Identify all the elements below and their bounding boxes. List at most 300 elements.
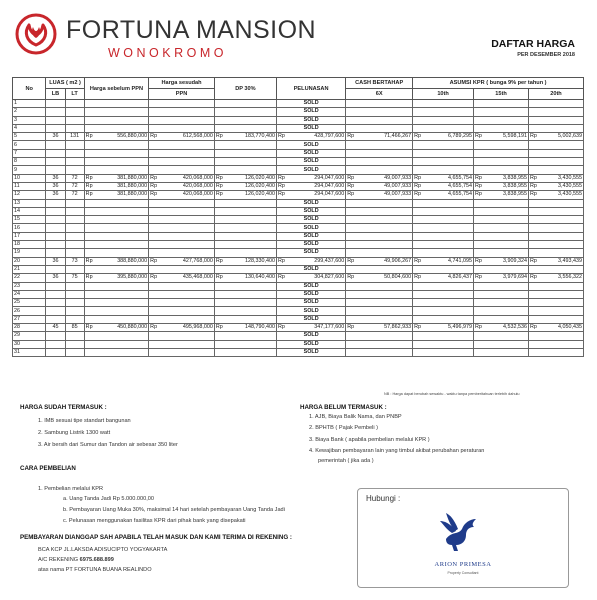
cell-after xyxy=(149,241,215,249)
payment-bank: BCA KCP JL.LAKSDA ADISUCIPTO YOGYAKARTA xyxy=(38,547,168,553)
table-row xyxy=(13,332,584,340)
payment-title: PEMBAYARAN DIANGGAP SAH APABILA TELAH MASUK DAN KAMI TERIMA DI REKENING : xyxy=(20,534,292,541)
currency-label: Rp xyxy=(474,191,486,199)
currency-label: Rp xyxy=(413,257,425,265)
sold-status: SOLD xyxy=(276,116,345,124)
cell-10th xyxy=(413,340,474,348)
currency-label: Rp xyxy=(474,182,486,190)
cell-cash xyxy=(346,158,413,166)
cell-20th xyxy=(528,224,583,232)
currency-label: Rp xyxy=(413,324,425,332)
row-no: 20 xyxy=(13,257,46,265)
cell-pelunasan: 299,437,600 xyxy=(288,257,345,265)
table-row xyxy=(13,290,584,298)
header-ppn: PPN xyxy=(149,89,215,100)
cell-lb xyxy=(46,249,65,257)
currency-label: Rp xyxy=(474,174,486,182)
cell-dp xyxy=(214,307,276,315)
sold-status: SOLD xyxy=(276,348,345,356)
cell-lb xyxy=(46,348,65,356)
row-no: 10 xyxy=(13,174,46,182)
table-row xyxy=(13,124,584,132)
cell-20th xyxy=(528,282,583,290)
cell-before xyxy=(84,340,149,348)
excluded-item: 1. AJB, Biaya Balik Nama, dan PNBP xyxy=(309,414,402,420)
table-row xyxy=(13,241,584,249)
cell-dp: 130,640,400 xyxy=(226,274,276,282)
currency-label: Rp xyxy=(214,191,226,199)
cell-15th xyxy=(474,307,529,315)
row-no: 27 xyxy=(13,315,46,323)
sold-status: SOLD xyxy=(276,307,345,315)
currency-label: Rp xyxy=(276,324,288,332)
cell-before xyxy=(84,249,149,257)
cell-after xyxy=(149,332,215,340)
cell-lt xyxy=(65,241,84,249)
currency-label: Rp xyxy=(276,274,288,282)
cell-lt xyxy=(65,290,84,298)
cell-10th xyxy=(413,249,474,257)
cell-20th xyxy=(528,299,583,307)
cell-lt xyxy=(65,232,84,240)
contact-label: Hubungi : xyxy=(366,494,401,503)
currency-label: Rp xyxy=(149,191,161,199)
cell-15th xyxy=(474,199,529,207)
sold-status: SOLD xyxy=(276,199,345,207)
sold-status: SOLD xyxy=(276,141,345,149)
cell-dp: 126,020,400 xyxy=(226,191,276,199)
cell-cash: 49,906,267 xyxy=(358,257,413,265)
cell-before xyxy=(84,299,149,307)
cell-10th: 6,789,295 xyxy=(425,133,474,141)
cell-after: 427,768,000 xyxy=(161,257,215,265)
cell-before xyxy=(84,149,149,157)
table-row xyxy=(13,174,584,182)
table-row xyxy=(13,100,584,108)
row-no: 3 xyxy=(13,116,46,124)
cell-before xyxy=(84,100,149,108)
cell-20th xyxy=(528,108,583,116)
sold-status: SOLD xyxy=(276,100,345,108)
currency-label: Rp xyxy=(276,133,288,141)
header-6x: 6X xyxy=(346,89,413,100)
cell-before xyxy=(84,348,149,356)
cell-15th xyxy=(474,100,529,108)
cell-before: 381,880,000 xyxy=(96,174,149,182)
cell-after xyxy=(149,207,215,215)
cell-lb xyxy=(46,199,65,207)
cell-lt xyxy=(65,282,84,290)
cell-lt: 75 xyxy=(65,274,84,282)
row-no: 2 xyxy=(13,108,46,116)
cell-lt xyxy=(65,249,84,257)
header-15th: 15th xyxy=(474,89,529,100)
cell-lb xyxy=(46,340,65,348)
cell-20th xyxy=(528,216,583,224)
currency-label: Rp xyxy=(346,274,358,282)
cell-15th xyxy=(474,290,529,298)
currency-label: Rp xyxy=(84,257,96,265)
table-row xyxy=(13,108,584,116)
cell-20th xyxy=(528,141,583,149)
cell-10th xyxy=(413,158,474,166)
cell-before xyxy=(84,290,149,298)
table-row xyxy=(13,149,584,157)
cell-10th: 4,655,754 xyxy=(425,182,474,190)
cell-before xyxy=(84,216,149,224)
cell-lb: 36 xyxy=(46,174,65,182)
cell-lb: 36 xyxy=(46,182,65,190)
table-row xyxy=(13,249,584,257)
cell-cash xyxy=(346,348,413,356)
cell-dp xyxy=(214,249,276,257)
currency-label: Rp xyxy=(149,182,161,190)
row-no: 21 xyxy=(13,265,46,273)
currency-label: Rp xyxy=(276,174,288,182)
cell-lt xyxy=(65,116,84,124)
cell-10th xyxy=(413,141,474,149)
cell-dp xyxy=(214,299,276,307)
currency-label: Rp xyxy=(276,257,288,265)
excluded-item: 3. Biaya Bank ( apabila pembelian melalui KPR ) xyxy=(309,437,430,443)
cell-dp xyxy=(214,100,276,108)
cell-after xyxy=(149,100,215,108)
currency-label: Rp xyxy=(149,274,161,282)
currency-label: Rp xyxy=(84,133,96,141)
table-row xyxy=(13,324,584,332)
price-table-body xyxy=(13,100,584,357)
cell-lt xyxy=(65,224,84,232)
excluded-item: 2. BPHTB ( Pajak Pembeli ) xyxy=(309,425,379,431)
sold-status: SOLD xyxy=(276,124,345,132)
header-luas: LUAS ( m2 ) xyxy=(46,78,84,89)
price-change-note: NB : Harga dapat berubah sewaktu - waktu tanpa pemberitahuan terlebih dahulu xyxy=(384,392,520,396)
cell-dp xyxy=(214,216,276,224)
cell-after xyxy=(149,149,215,157)
row-no: 30 xyxy=(13,340,46,348)
cell-20th xyxy=(528,207,583,215)
currency-label: Rp xyxy=(346,182,358,190)
row-no: 4 xyxy=(13,124,46,132)
cell-20th: 3,430,555 xyxy=(540,174,583,182)
cell-10th xyxy=(413,332,474,340)
currency-label: Rp xyxy=(84,182,96,190)
cell-20th: 3,430,555 xyxy=(540,191,583,199)
sold-status: SOLD xyxy=(276,332,345,340)
cell-20th xyxy=(528,348,583,356)
sold-status: SOLD xyxy=(276,315,345,323)
header-20th: 20th xyxy=(528,89,583,100)
sold-status: SOLD xyxy=(276,241,345,249)
fortuna-logo-icon xyxy=(14,12,58,56)
table-row xyxy=(13,282,584,290)
table-row xyxy=(13,133,584,141)
currency-label: Rp xyxy=(276,182,288,190)
currency-label: Rp xyxy=(474,257,486,265)
currency-label: Rp xyxy=(413,191,425,199)
currency-label: Rp xyxy=(346,324,358,332)
currency-label: Rp xyxy=(413,182,425,190)
cell-10th xyxy=(413,282,474,290)
header-lt: LT xyxy=(65,89,84,100)
cell-15th: 3,838,955 xyxy=(485,182,528,190)
cell-dp xyxy=(214,282,276,290)
cell-15th: 4,532,536 xyxy=(485,324,528,332)
cell-10th xyxy=(413,100,474,108)
cell-after xyxy=(149,166,215,174)
excluded-title: HARGA BELUM TERMASUK : xyxy=(300,404,387,411)
currency-label: Rp xyxy=(346,174,358,182)
cell-10th xyxy=(413,124,474,132)
currency-label: Rp xyxy=(84,174,96,182)
currency-label: Rp xyxy=(214,133,226,141)
cell-lt xyxy=(65,207,84,215)
cell-lt xyxy=(65,315,84,323)
currency-label: Rp xyxy=(214,182,226,190)
cell-after xyxy=(149,141,215,149)
row-no: 8 xyxy=(13,158,46,166)
table-row xyxy=(13,265,584,273)
cell-cash xyxy=(346,307,413,315)
cell-10th xyxy=(413,299,474,307)
purchase-step: c. Pelunasan menggunakan fasilitas KPR dari pihak bank yang disepakati xyxy=(63,518,246,524)
table-row xyxy=(13,216,584,224)
price-table xyxy=(12,77,584,357)
cell-20th xyxy=(528,158,583,166)
table-row xyxy=(13,191,584,199)
purchase-intro: 1. Pembelian melalui KPR xyxy=(38,486,103,492)
cell-after xyxy=(149,348,215,356)
cell-lt: 85 xyxy=(65,324,84,332)
payment-account-number: 6975.688.899 xyxy=(79,557,114,563)
cell-before xyxy=(84,141,149,149)
row-no: 24 xyxy=(13,290,46,298)
cell-lb xyxy=(46,290,65,298)
cell-before xyxy=(84,158,149,166)
cell-after xyxy=(149,282,215,290)
cell-lt: 72 xyxy=(65,174,84,182)
row-no: 5 xyxy=(13,133,46,141)
cell-cash xyxy=(346,332,413,340)
currency-label: Rp xyxy=(413,133,425,141)
included-item: 2. Sambung Listrik 1300 watt xyxy=(38,430,111,436)
cell-dp xyxy=(214,141,276,149)
cell-10th xyxy=(413,116,474,124)
header-cash-bertahap: CASH BERTAHAP xyxy=(346,78,413,89)
cell-15th xyxy=(474,207,529,215)
cell-pelunasan: 428,797,600 xyxy=(288,133,345,141)
cell-after xyxy=(149,116,215,124)
cell-dp xyxy=(214,207,276,215)
cell-cash xyxy=(346,340,413,348)
cell-after xyxy=(149,232,215,240)
cell-cash: 57,862,933 xyxy=(358,324,413,332)
currency-label: Rp xyxy=(149,133,161,141)
cell-before xyxy=(84,224,149,232)
currency-label: Rp xyxy=(214,174,226,182)
cell-15th: 3,838,955 xyxy=(485,174,528,182)
cell-after xyxy=(149,249,215,257)
currency-label: Rp xyxy=(346,257,358,265)
cell-cash xyxy=(346,116,413,124)
cell-15th xyxy=(474,299,529,307)
cell-dp xyxy=(214,166,276,174)
currency-label: Rp xyxy=(214,257,226,265)
sold-status: SOLD xyxy=(276,290,345,298)
cell-dp xyxy=(214,265,276,273)
cell-dp xyxy=(214,332,276,340)
included-title: HARGA SUDAH TERMASUK : xyxy=(20,404,107,411)
cell-cash: 49,007,933 xyxy=(358,182,413,190)
cell-10th xyxy=(413,166,474,174)
cell-after xyxy=(149,108,215,116)
excluded-item: pemerintah ( jika ada ) xyxy=(318,458,374,464)
purchase-step: a. Uang Tanda Jadi Rp 5.000.000,00 xyxy=(63,496,155,502)
cell-after xyxy=(149,299,215,307)
excluded-item: 4. Kewajiban pembayaran lain yang timbul akibat perubahan peraturan xyxy=(309,448,485,454)
table-row xyxy=(13,166,584,174)
row-no: 1 xyxy=(13,100,46,108)
row-no: 16 xyxy=(13,224,46,232)
cell-dp: 128,330,400 xyxy=(226,257,276,265)
cell-15th xyxy=(474,141,529,149)
cell-dp: 126,020,400 xyxy=(226,182,276,190)
row-no: 29 xyxy=(13,332,46,340)
cell-cash xyxy=(346,100,413,108)
table-row xyxy=(13,232,584,240)
cell-cash xyxy=(346,224,413,232)
cell-15th: 5,598,191 xyxy=(485,133,528,141)
cell-20th xyxy=(528,290,583,298)
header-dp: DP 30% xyxy=(214,78,276,100)
cell-lt xyxy=(65,108,84,116)
cell-15th xyxy=(474,332,529,340)
cell-lt xyxy=(65,141,84,149)
cell-lb xyxy=(46,207,65,215)
cell-20th xyxy=(528,149,583,157)
sold-status: SOLD xyxy=(276,108,345,116)
cell-lt: 131 xyxy=(65,133,84,141)
cell-20th xyxy=(528,166,583,174)
cell-lb xyxy=(46,307,65,315)
contact-box xyxy=(357,488,569,588)
cell-lb: 36 xyxy=(46,274,65,282)
cell-15th xyxy=(474,149,529,157)
currency-label: Rp xyxy=(276,191,288,199)
cell-cash xyxy=(346,249,413,257)
cell-dp xyxy=(214,149,276,157)
cell-lt xyxy=(65,332,84,340)
cell-20th xyxy=(528,124,583,132)
cell-15th: 3,909,324 xyxy=(485,257,528,265)
cell-cash xyxy=(346,282,413,290)
cell-lt xyxy=(65,166,84,174)
cell-20th xyxy=(528,232,583,240)
cell-before: 556,880,000 xyxy=(96,133,149,141)
table-row xyxy=(13,199,584,207)
cell-lt xyxy=(65,199,84,207)
cell-15th xyxy=(474,224,529,232)
cell-20th xyxy=(528,116,583,124)
cell-20th: 3,430,555 xyxy=(540,182,583,190)
cell-cash: 49,007,933 xyxy=(358,191,413,199)
currency-label: Rp xyxy=(149,174,161,182)
cell-lb xyxy=(46,141,65,149)
sold-status: SOLD xyxy=(276,232,345,240)
cell-lb: 45 xyxy=(46,324,65,332)
table-row xyxy=(13,116,584,124)
cell-10th xyxy=(413,241,474,249)
cell-lt xyxy=(65,124,84,132)
cell-dp xyxy=(214,232,276,240)
cell-20th: 4,050,435 xyxy=(540,324,583,332)
row-no: 13 xyxy=(13,199,46,207)
cell-cash xyxy=(346,299,413,307)
cell-dp xyxy=(214,116,276,124)
cell-before xyxy=(84,116,149,124)
table-row xyxy=(13,182,584,190)
purchase-title: CARA PEMBELIAN xyxy=(20,465,76,472)
cell-lt xyxy=(65,158,84,166)
included-item: 3. Air bersih dari Sumur dan Tandon air sebesar 350 liter xyxy=(38,442,178,448)
currency-label: Rp xyxy=(474,274,486,282)
cell-20th xyxy=(528,307,583,315)
cell-after xyxy=(149,124,215,132)
cell-pelunasan: 304,827,600 xyxy=(288,274,345,282)
row-no: 15 xyxy=(13,216,46,224)
currency-label: Rp xyxy=(149,324,161,332)
cell-20th xyxy=(528,332,583,340)
cell-after xyxy=(149,158,215,166)
cell-lt: 72 xyxy=(65,182,84,190)
cell-after: 420,068,000 xyxy=(161,182,215,190)
cell-lb xyxy=(46,282,65,290)
cell-cash xyxy=(346,166,413,174)
currency-label: Rp xyxy=(528,133,540,141)
cell-before: 388,880,000 xyxy=(96,257,149,265)
cell-before: 450,880,000 xyxy=(96,324,149,332)
cell-after xyxy=(149,315,215,323)
cell-10th xyxy=(413,149,474,157)
cell-after xyxy=(149,265,215,273)
pegasus-logo-icon xyxy=(438,509,484,555)
cell-after xyxy=(149,307,215,315)
row-no: 18 xyxy=(13,241,46,249)
cell-lt xyxy=(65,265,84,273)
currency-label: Rp xyxy=(528,324,540,332)
cell-15th xyxy=(474,348,529,356)
cell-cash xyxy=(346,315,413,323)
cell-15th: 3,979,694 xyxy=(485,274,528,282)
cell-before xyxy=(84,265,149,273)
cell-lb xyxy=(46,265,65,273)
cell-dp: 183,770,400 xyxy=(226,133,276,141)
cell-lt xyxy=(65,307,84,315)
sold-status: SOLD xyxy=(276,299,345,307)
cell-cash xyxy=(346,108,413,116)
cell-15th xyxy=(474,124,529,132)
cell-20th: 3,556,322 xyxy=(540,274,583,282)
cell-15th xyxy=(474,249,529,257)
cell-cash: 71,466,267 xyxy=(358,133,413,141)
cell-lt xyxy=(65,100,84,108)
header-no: No xyxy=(13,78,46,100)
table-row xyxy=(13,348,584,356)
cell-after xyxy=(149,340,215,348)
cell-lb xyxy=(46,158,65,166)
cell-20th: 3,493,439 xyxy=(540,257,583,265)
cell-before xyxy=(84,207,149,215)
